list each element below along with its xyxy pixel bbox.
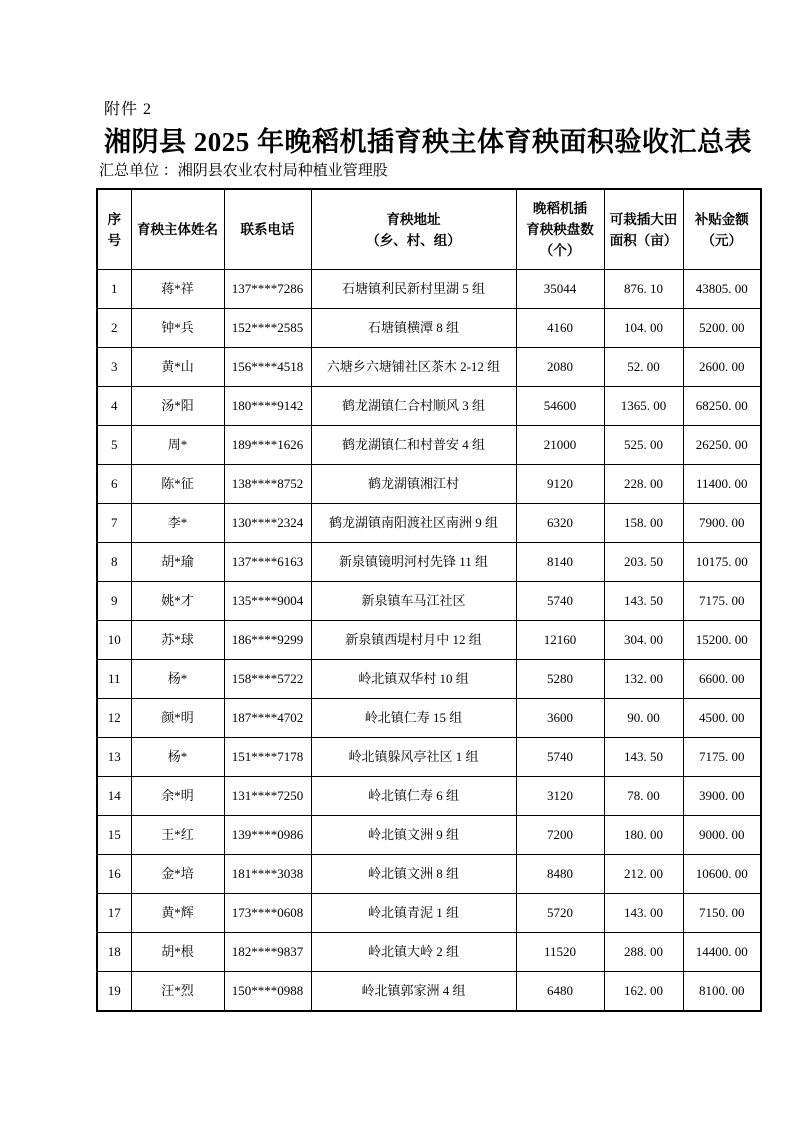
cell-subsidy: 7900. 00	[683, 504, 761, 543]
cell-index: 3	[97, 348, 131, 387]
cell-trays: 2080	[516, 348, 604, 387]
cell-phone: 130****2324	[224, 504, 311, 543]
cell-trays: 35044	[516, 270, 604, 309]
cell-area: 90. 00	[604, 699, 683, 738]
col-header-area: 可栽插大田 面积（亩）	[604, 189, 683, 270]
cell-phone: 135****9004	[224, 582, 311, 621]
cell-phone: 180****9142	[224, 387, 311, 426]
cell-name: 蒋*祥	[131, 270, 224, 309]
cell-area: 158. 00	[604, 504, 683, 543]
cell-subsidy: 10175. 00	[683, 543, 761, 582]
cell-name: 李*	[131, 504, 224, 543]
cell-name: 黄*山	[131, 348, 224, 387]
attachment-label: 附件 2	[104, 101, 153, 118]
cell-phone: 158****5722	[224, 660, 311, 699]
cell-name: 杨*	[131, 738, 224, 777]
cell-index: 7	[97, 504, 131, 543]
cell-trays: 3120	[516, 777, 604, 816]
cell-subsidy: 11400. 00	[683, 465, 761, 504]
cell-trays: 54600	[516, 387, 604, 426]
cell-phone: 189****1626	[224, 426, 311, 465]
summary-unit-value: 湘阴县农业农村局种植业管理股	[177, 163, 388, 179]
cell-trays: 6480	[516, 972, 604, 1012]
cell-area: 143. 00	[604, 894, 683, 933]
table-row	[97, 738, 761, 777]
cell-phone: 150****0988	[224, 972, 311, 1012]
col-header-subsidy: 补贴金额 （元）	[683, 189, 761, 270]
col-header-address: 育秧地址 （乡、村、组）	[311, 189, 516, 270]
cell-area: 78. 00	[604, 777, 683, 816]
cell-address: 岭北镇大岭 2 组	[311, 933, 516, 972]
cell-subsidy: 9000. 00	[683, 816, 761, 855]
cell-trays: 8480	[516, 855, 604, 894]
col-header-phone: 联系电话	[224, 189, 311, 270]
cell-index: 12	[97, 699, 131, 738]
cell-address: 岭北镇仁寿 6 组	[311, 777, 516, 816]
cell-area: 180. 00	[604, 816, 683, 855]
cell-trays: 9120	[516, 465, 604, 504]
table-row	[97, 504, 761, 543]
cell-address: 鹤龙湖镇仁和村普安 4 组	[311, 426, 516, 465]
cell-address: 岭北镇躲风亭社区 1 组	[311, 738, 516, 777]
table-row	[97, 972, 761, 1012]
cell-address: 六塘乡六塘铺社区茶木 2-12 组	[311, 348, 516, 387]
cell-phone: 182****9837	[224, 933, 311, 972]
cell-index: 13	[97, 738, 131, 777]
table-row	[97, 465, 761, 504]
cell-phone: 173****0608	[224, 894, 311, 933]
table-row	[97, 348, 761, 387]
cell-name: 姚*才	[131, 582, 224, 621]
cell-subsidy: 4500. 00	[683, 699, 761, 738]
cell-phone: 181****3038	[224, 855, 311, 894]
cell-name: 颜*明	[131, 699, 224, 738]
cell-area: 143. 50	[604, 582, 683, 621]
cell-subsidy: 2600. 00	[683, 348, 761, 387]
table-row	[97, 309, 761, 348]
cell-area: 876. 10	[604, 270, 683, 309]
table-row	[97, 426, 761, 465]
cell-index: 2	[97, 309, 131, 348]
cell-trays: 5740	[516, 582, 604, 621]
cell-area: 203. 50	[604, 543, 683, 582]
cell-area: 104. 00	[604, 309, 683, 348]
table-row	[97, 699, 761, 738]
cell-subsidy: 68250. 00	[683, 387, 761, 426]
table-row	[97, 660, 761, 699]
cell-subsidy: 7150. 00	[683, 894, 761, 933]
col-header-name: 育秧主体姓名	[131, 189, 224, 270]
cell-trays: 8140	[516, 543, 604, 582]
table-row	[97, 543, 761, 582]
cell-address: 石塘镇横潭 8 组	[311, 309, 516, 348]
cell-name: 王*红	[131, 816, 224, 855]
table-header-row	[97, 189, 761, 270]
cell-name: 余*明	[131, 777, 224, 816]
cell-area: 288. 00	[604, 933, 683, 972]
cell-area: 143. 50	[604, 738, 683, 777]
cell-address: 岭北镇青泥 1 组	[311, 894, 516, 933]
table-row	[97, 894, 761, 933]
cell-phone: 152****2585	[224, 309, 311, 348]
cell-name: 汤*阳	[131, 387, 224, 426]
cell-index: 16	[97, 855, 131, 894]
cell-index: 5	[97, 426, 131, 465]
cell-trays: 3600	[516, 699, 604, 738]
table-header	[97, 189, 761, 270]
summary-table	[96, 188, 762, 1012]
cell-index: 15	[97, 816, 131, 855]
cell-index: 9	[97, 582, 131, 621]
cell-area: 304. 00	[604, 621, 683, 660]
cell-address: 石塘镇利民新村里湖 5 组	[311, 270, 516, 309]
cell-subsidy: 7175. 00	[683, 738, 761, 777]
cell-trays: 7200	[516, 816, 604, 855]
cell-index: 14	[97, 777, 131, 816]
cell-address: 岭北镇文洲 8 组	[311, 855, 516, 894]
cell-area: 162. 00	[604, 972, 683, 1012]
cell-phone: 186****9299	[224, 621, 311, 660]
cell-address: 鹤龙湖镇南阳渡社区南洲 9 组	[311, 504, 516, 543]
cell-address: 新泉镇车马江社区	[311, 582, 516, 621]
cell-name: 胡*根	[131, 933, 224, 972]
table-row	[97, 816, 761, 855]
cell-area: 52. 00	[604, 348, 683, 387]
cell-name: 金*培	[131, 855, 224, 894]
cell-address: 鹤龙湖镇湘江村	[311, 465, 516, 504]
cell-phone: 139****0986	[224, 816, 311, 855]
table-body	[97, 270, 761, 1012]
cell-trays: 21000	[516, 426, 604, 465]
cell-index: 4	[97, 387, 131, 426]
col-header-index: 序 号	[97, 189, 131, 270]
cell-address: 岭北镇郭家洲 4 组	[311, 972, 516, 1012]
cell-area: 132. 00	[604, 660, 683, 699]
cell-index: 1	[97, 270, 131, 309]
table-row	[97, 777, 761, 816]
cell-phone: 137****7286	[224, 270, 311, 309]
cell-trays: 4160	[516, 309, 604, 348]
table-row	[97, 621, 761, 660]
cell-name: 苏*球	[131, 621, 224, 660]
cell-phone: 187****4702	[224, 699, 311, 738]
cell-index: 10	[97, 621, 131, 660]
cell-trays: 5720	[516, 894, 604, 933]
cell-name: 钟*兵	[131, 309, 224, 348]
cell-index: 19	[97, 972, 131, 1012]
cell-subsidy: 14400. 00	[683, 933, 761, 972]
cell-name: 汪*烈	[131, 972, 224, 1012]
cell-address: 岭北镇双华村 10 组	[311, 660, 516, 699]
summary-unit-label: 汇总单位 ：	[99, 163, 178, 179]
cell-trays: 6320	[516, 504, 604, 543]
cell-index: 17	[97, 894, 131, 933]
cell-area: 525. 00	[604, 426, 683, 465]
cell-subsidy: 15200. 00	[683, 621, 761, 660]
cell-subsidy: 26250. 00	[683, 426, 761, 465]
cell-subsidy: 43805. 00	[683, 270, 761, 309]
table-row	[97, 855, 761, 894]
cell-subsidy: 5200. 00	[683, 309, 761, 348]
table-row	[97, 387, 761, 426]
cell-name: 陈*征	[131, 465, 224, 504]
cell-index: 11	[97, 660, 131, 699]
cell-index: 6	[97, 465, 131, 504]
cell-area: 1365. 00	[604, 387, 683, 426]
cell-area: 212. 00	[604, 855, 683, 894]
cell-name: 杨*	[131, 660, 224, 699]
table-row	[97, 582, 761, 621]
cell-subsidy: 8100. 00	[683, 972, 761, 1012]
cell-subsidy: 10600. 00	[683, 855, 761, 894]
cell-address: 岭北镇仁寿 15 组	[311, 699, 516, 738]
cell-index: 8	[97, 543, 131, 582]
cell-phone: 151****7178	[224, 738, 311, 777]
cell-subsidy: 7175. 00	[683, 582, 761, 621]
cell-phone: 131****7250	[224, 777, 311, 816]
cell-name: 胡*瑜	[131, 543, 224, 582]
cell-name: 周*	[131, 426, 224, 465]
cell-address: 新泉镇西堤村月中 12 组	[311, 621, 516, 660]
cell-phone: 137****6163	[224, 543, 311, 582]
cell-phone: 138****8752	[224, 465, 311, 504]
cell-area: 228. 00	[604, 465, 683, 504]
cell-subsidy: 3900. 00	[683, 777, 761, 816]
cell-trays: 11520	[516, 933, 604, 972]
summary-unit-line	[99, 159, 388, 180]
table-row	[97, 933, 761, 972]
table-row	[97, 270, 761, 309]
cell-index: 18	[97, 933, 131, 972]
cell-trays: 5740	[516, 738, 604, 777]
page-title: 湘阴县 2025 年晚稻机插育秧主体育秧面积验收汇总表	[104, 127, 752, 157]
cell-trays: 5280	[516, 660, 604, 699]
col-header-trays: 晚稻机插 育秧秧盘数 （个）	[516, 189, 604, 270]
cell-subsidy: 6600. 00	[683, 660, 761, 699]
cell-address: 新泉镇镜明河村先锋 11 组	[311, 543, 516, 582]
cell-address: 鹤龙湖镇仁合村顺风 3 组	[311, 387, 516, 426]
cell-phone: 156****4518	[224, 348, 311, 387]
cell-address: 岭北镇文洲 9 组	[311, 816, 516, 855]
cell-trays: 12160	[516, 621, 604, 660]
cell-name: 黄*辉	[131, 894, 224, 933]
